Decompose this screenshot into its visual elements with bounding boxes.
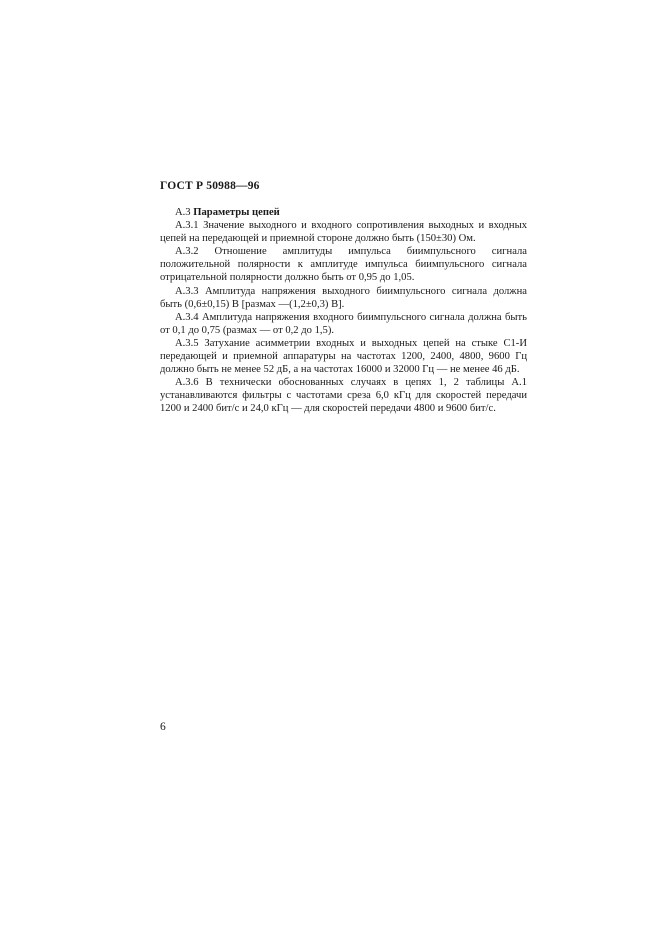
paragraph-text: Отношение амплитуды импульса биимпульсного сигнала положительной полярности к амплитуде импульса биимпульсного сигнала отрицательной полярности должно быть от 0,95 до 1,05. [160, 246, 527, 284]
paragraph-number: А.3.1 [175, 220, 199, 232]
paragraph-a-3-5 [160, 337, 527, 376]
paragraph-a-3-4 [160, 311, 527, 337]
section-heading [160, 206, 527, 219]
paragraph-number: А.3.2 [175, 246, 199, 258]
paragraph-a-3-3 [160, 285, 527, 311]
section-number: А.3 [175, 207, 191, 218]
document-header: ГОСТ Р 50988—96 [160, 180, 260, 192]
paragraph-text: Амплитуда напряжения входного биимпульсного сигнала должна быть от 0,1 до 0,75 (размах — от 0,2 до 1,5). [160, 311, 527, 336]
paragraph-a-3-6 [160, 376, 527, 415]
document-body [160, 206, 527, 416]
paragraph-number: А.3.3 [175, 285, 199, 297]
section-title: Параметры цепей [193, 207, 280, 218]
paragraph-number: А.3.6 [175, 377, 199, 389]
paragraph-text: Затухание асимметрии входных и выходных цепей на стыке С1-И передающей и приемной аппаратуры на частотах 1200, 2400, 4800, 9600 Гц должно быть не менее 52 дБ, а на частотах 16000 и 32000 Гц — не менее 46 дБ. [160, 337, 527, 376]
paragraph-a-3-1 [160, 219, 527, 245]
paragraph-number: А.3.5 [175, 337, 199, 349]
paragraph-text: Значение выходного и входного сопротивления выходных и входных цепей на передающей и приемной стороне должно быть (150±30) Ом. [160, 220, 527, 245]
page-number: 6 [160, 721, 166, 733]
paragraph-number: А.3.4 [175, 311, 199, 323]
paragraph-text: В технически обоснованных случаях в цепях 1, 2 таблицы А.1 устанавливаются фильтры с частотами среза 6,0 кГц для скоростей передачи 1200 и 2400 бит/с и 24,0 кГц — для скоростей передачи 4800 и 9600 бит/с. [160, 377, 528, 415]
paragraph-a-3-2 [160, 245, 527, 284]
paragraph-text: Амплитуда напряжения выходного биимпульсного сигнала должна быть (0,6±0,15) В [размах —(1,2±0,3) В]. [160, 285, 527, 310]
